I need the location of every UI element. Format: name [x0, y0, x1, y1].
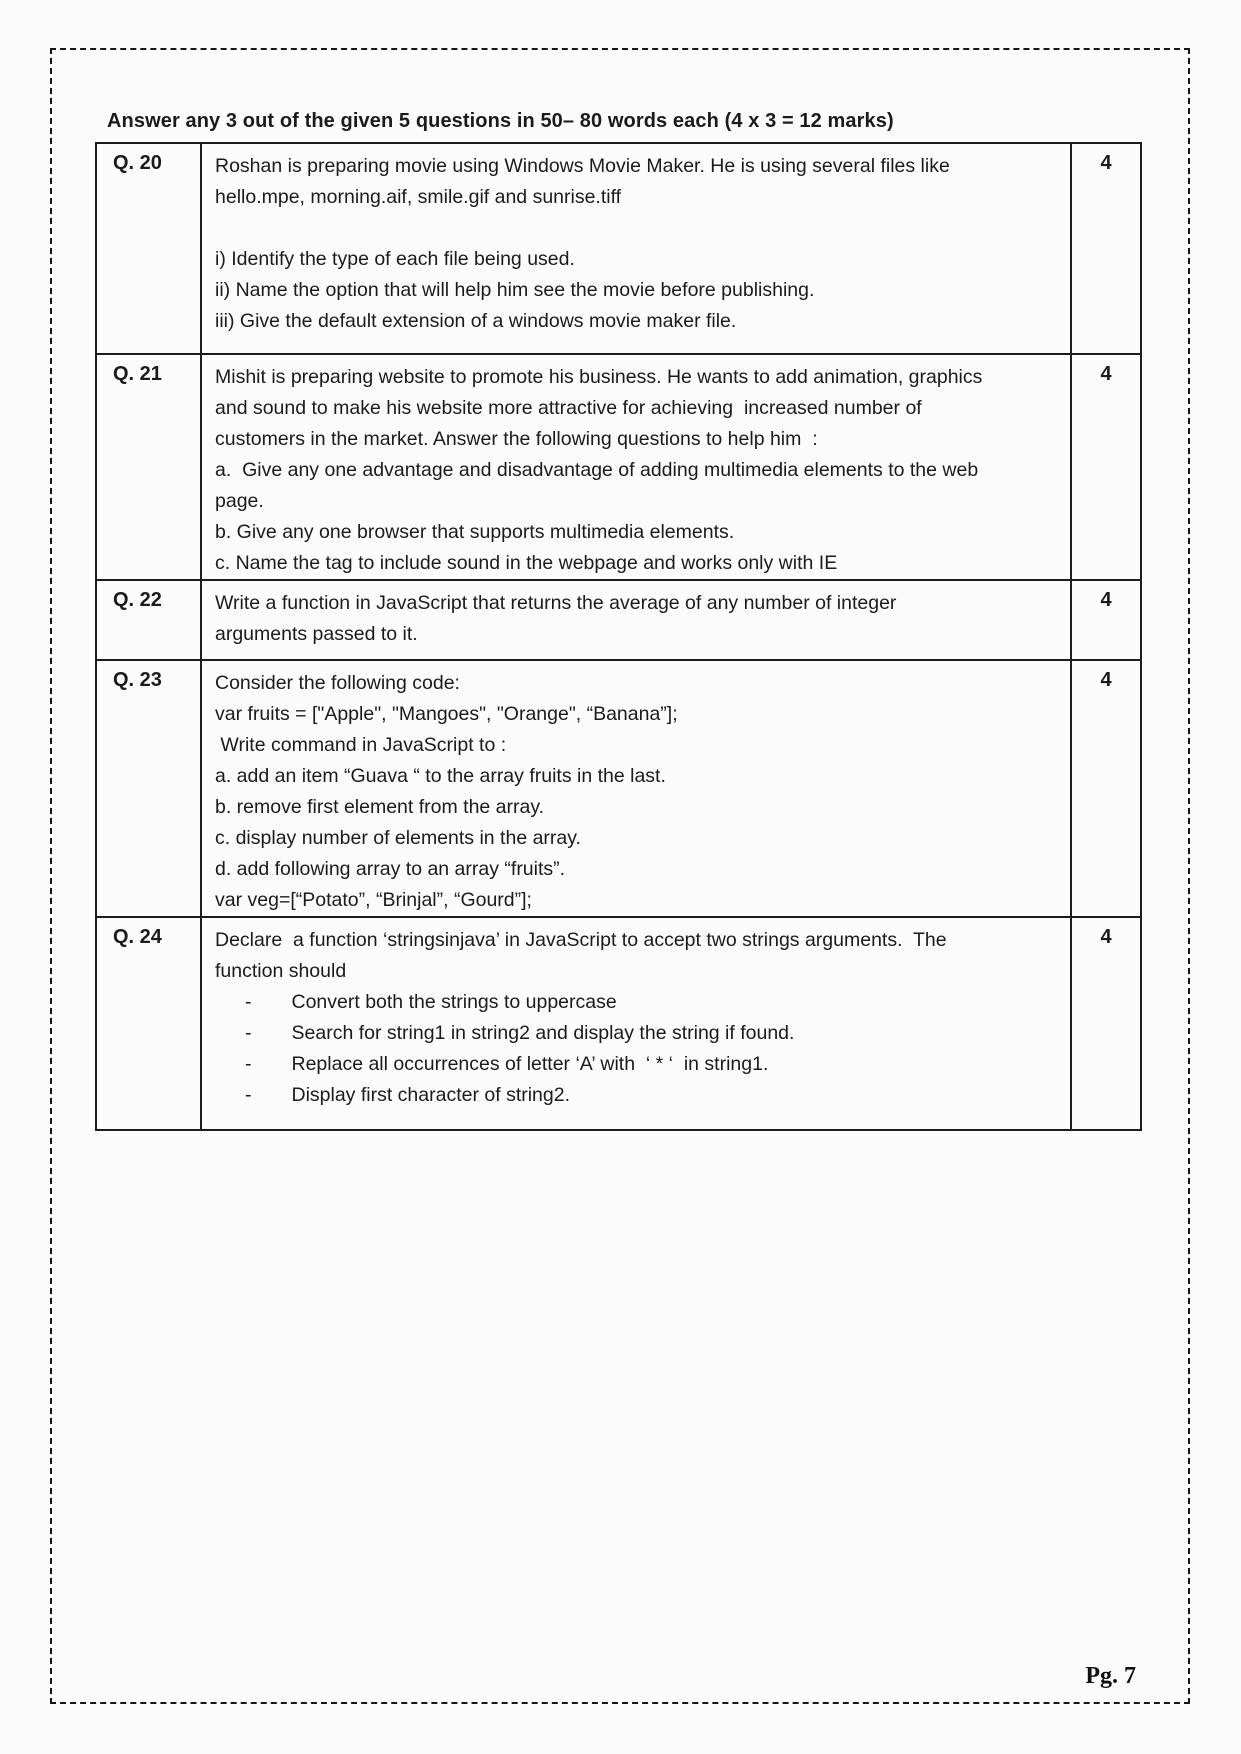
bullet-dash: -	[245, 991, 252, 1013]
text-line: iii) Give the default extension of a windows movie maker file.	[215, 310, 737, 332]
text-line: c. display number of elements in the array.	[215, 827, 581, 849]
question-id: Q. 20	[96, 143, 201, 354]
questions-table	[95, 142, 1142, 1131]
bullet-line	[215, 1080, 1066, 1111]
page-number: Pg. 7	[1085, 1663, 1136, 1689]
question-text-cell	[201, 917, 1071, 1130]
bullet-line	[215, 1018, 1066, 1049]
question-row	[96, 917, 1141, 1130]
text-line: customers in the market. Answer the following questions to help him :	[215, 428, 818, 450]
bullet-text: Convert both the strings to uppercase	[291, 991, 617, 1013]
text-line: page.	[215, 490, 264, 512]
question-row	[96, 354, 1141, 580]
page-border-frame	[50, 48, 1190, 1704]
blank-line	[215, 213, 1066, 244]
text-line: var veg=[“Potato”, “Brinjal”, “Gourd”];	[215, 889, 532, 911]
marks-cell: 4	[1071, 660, 1141, 917]
text-line: Write command in JavaScript to :	[215, 734, 507, 756]
text-line: d. add following array to an array “fruits”.	[215, 858, 566, 880]
question-id: Q. 22	[96, 580, 201, 660]
question-row	[96, 580, 1141, 660]
text-line: c. Name the tag to include sound in the webpage and works only with IE	[215, 552, 838, 574]
questions-table-body	[96, 143, 1141, 1130]
marks-cell: 4	[1071, 143, 1141, 354]
question-row	[96, 143, 1141, 354]
question-text-cell	[201, 143, 1071, 354]
question-id: Q. 23	[96, 660, 201, 917]
marks-cell: 4	[1071, 580, 1141, 660]
text-line: a. Give any one advantage and disadvantage of adding multimedia elements to the web	[215, 459, 979, 481]
marks-cell: 4	[1071, 354, 1141, 580]
bullet-text: Display first character of string2.	[291, 1084, 571, 1106]
text-line: var fruits = ["Apple", "Mangoes", "Orange", “Banana”];	[215, 703, 678, 725]
text-line: function should	[215, 960, 347, 982]
question-id: Q. 21	[96, 354, 201, 580]
text-line: hello.mpe, morning.aif, smile.gif and sunrise.tiff	[215, 186, 622, 208]
text-line: a. add an item “Guava “ to the array fruits in the last.	[215, 765, 666, 787]
bullet-dash: -	[245, 1053, 252, 1075]
bullet-text: Replace all occurrences of letter ‘A’ with ‘ * ‘ in string1.	[291, 1053, 769, 1075]
text-line: arguments passed to it.	[215, 623, 418, 645]
question-text-cell	[201, 354, 1071, 580]
question-id: Q. 24	[96, 917, 201, 1130]
text-line: Write a function in JavaScript that returns the average of any number of integer	[215, 592, 897, 614]
text-line: Mishit is preparing website to promote his business. He wants to add animation, graphics	[215, 366, 983, 388]
bullet-text: Search for string1 in string2 and display the string if found.	[291, 1022, 795, 1044]
bullet-line	[215, 987, 1066, 1018]
question-text-cell	[201, 580, 1071, 660]
text-line: Consider the following code:	[215, 672, 460, 694]
bullet-dash: -	[245, 1084, 252, 1106]
bullet-line	[215, 1049, 1066, 1080]
text-line: and sound to make his website more attractive for achieving increased number of	[215, 397, 922, 419]
question-text-cell	[201, 660, 1071, 917]
text-line: b. remove first element from the array.	[215, 796, 545, 818]
bullet-dash: -	[245, 1022, 252, 1044]
section-instruction-heading: Answer any 3 out of the given 5 questions in 50– 80 words each (4 x 3 = 12 marks)	[107, 110, 894, 132]
text-line: ii) Name the option that will help him see the movie before publishing.	[215, 279, 815, 301]
question-row	[96, 660, 1141, 917]
text-line: Roshan is preparing movie using Windows Movie Maker. He is using several files like	[215, 155, 950, 177]
marks-cell: 4	[1071, 917, 1141, 1130]
text-line: b. Give any one browser that supports multimedia elements.	[215, 521, 735, 543]
text-line: i) Identify the type of each file being used.	[215, 248, 575, 270]
text-line: Declare a function ‘stringsinjava’ in JavaScript to accept two strings arguments. The	[215, 929, 947, 951]
